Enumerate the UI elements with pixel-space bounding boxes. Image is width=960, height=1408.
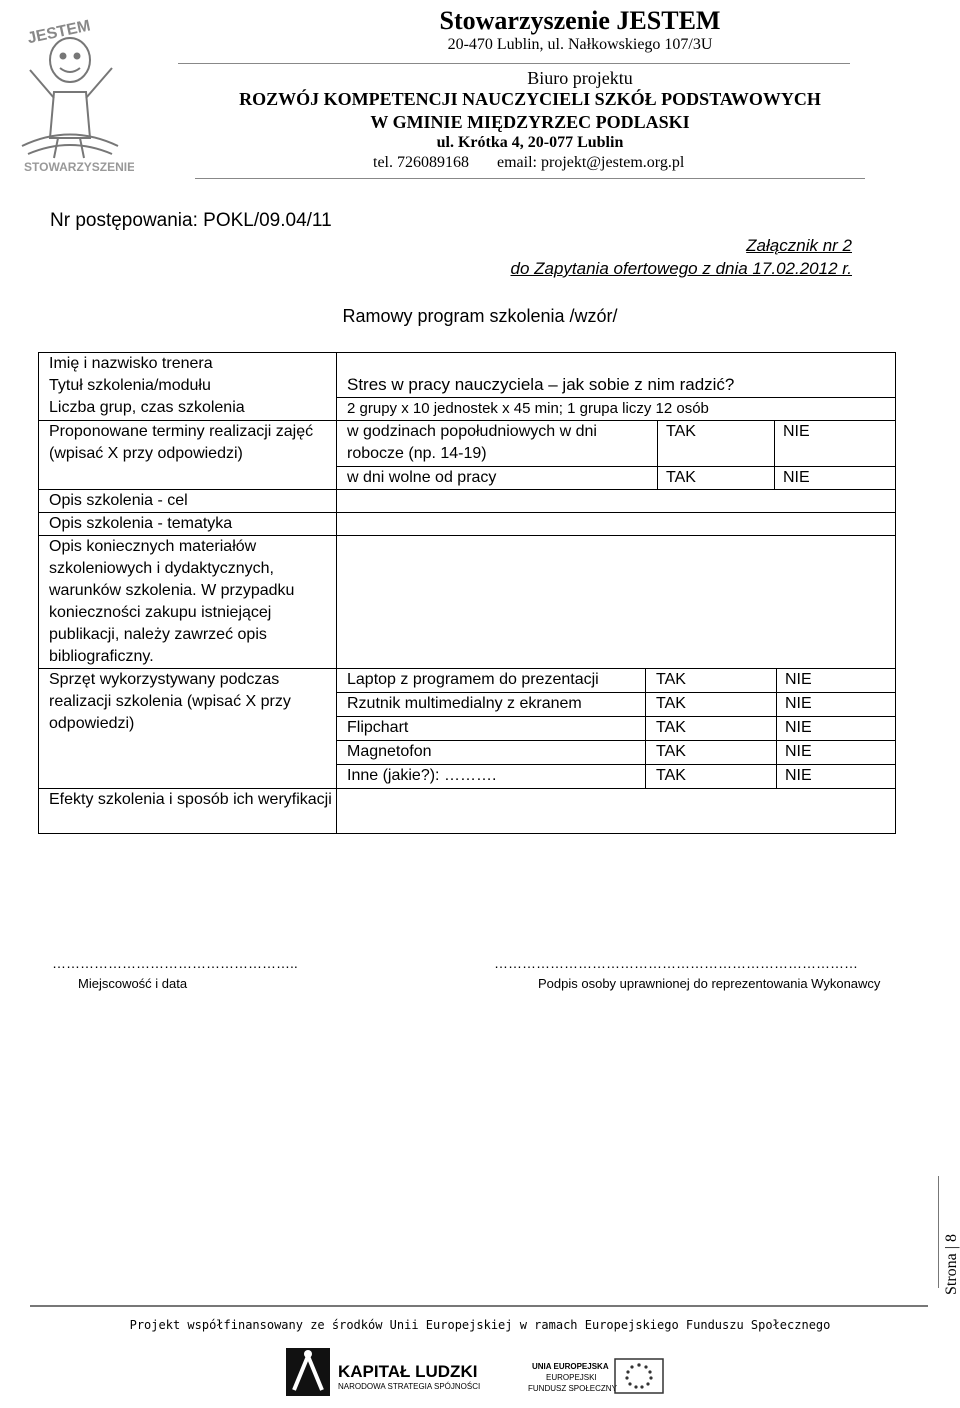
equipment-label-projector: Rzutnik multimedialny z ekranem (337, 692, 646, 716)
value-effects[interactable] (337, 788, 896, 833)
equipment-flipchart-no[interactable]: NIE (777, 716, 896, 740)
equipment-label-flipchart: Flipchart (337, 716, 646, 740)
label-materials: Opis koniecznych materiałów szkoleniowych i dydaktycznych, warunków szkolenia. W przypadku konieczności zakupu istniejącej publikacji, należy zawrzeć opis bibliograficzny. (39, 535, 337, 668)
kapital-ludzki-subtitle: NARODOWA STRATEGIA SPÓJNOŚCI (338, 1382, 481, 1391)
svg-text:JESTEM: JESTEM (25, 17, 93, 48)
equipment-laptop-no[interactable]: NIE (777, 669, 896, 693)
term-weekday-yes[interactable]: TAK (658, 421, 775, 466)
eu-flag-icon (614, 1358, 664, 1394)
project-title-2: W GMINIE MIĘDZYRZEC PODLASKI (370, 112, 690, 132)
label-terms: Proponowane terminy realizacji zajęć (wpisać X przy odpowiedzi) (39, 420, 337, 489)
eu-text-3: FUNDUSZ SPOŁECZNY (528, 1384, 617, 1393)
office-address: ul. Krótka 4, 20-077 Lublin (436, 134, 624, 151)
equipment-other-yes[interactable]: TAK (646, 764, 777, 788)
signature-label: Podpis osoby uprawnionej do reprezentowania Wykonawcy (538, 976, 881, 991)
label-title: Tytuł szkolenia/modułu (39, 375, 337, 397)
groups-text: 2 grupy x 10 jednostek x 45 min; 1 grupa liczy 12 osób (347, 399, 709, 417)
term-weekday-no[interactable]: NIE (783, 422, 810, 440)
equipment-laptop-yes[interactable]: TAK (646, 669, 777, 693)
page-number: Strona | 8 (943, 1234, 960, 1295)
value-goal[interactable] (337, 489, 896, 512)
term-row-weekday (337, 420, 896, 466)
kapital-ludzki-title: KAPITAŁ LUDZKI (338, 1362, 478, 1381)
equipment-other-no[interactable]: NIE (785, 766, 812, 784)
org-name: Stowarzyszenie JESTEM (439, 6, 721, 35)
term-row-weekend (337, 466, 896, 489)
value-trainer-and-title[interactable] (337, 353, 896, 398)
page-number-box (938, 1176, 940, 1288)
email: email: projekt@jestem.org.pl (497, 154, 685, 171)
equipment-projector-no[interactable]: NIE (777, 692, 896, 716)
document-title: Ramowy program szkolenia /wzór/ (342, 306, 618, 326)
equipment-tape-recorder-no[interactable]: NIE (777, 740, 896, 764)
office-label: Biuro projektu (527, 68, 633, 88)
eu-text-1: UNIA EUROPEJSKA (532, 1362, 609, 1371)
cofinanced-note: Projekt współfinansowany ze środków Unii Europejskiej w ramach Europejskiego Funduszu Społecznego (129, 1318, 831, 1332)
label-effects: Efekty szkolenia i sposób ich weryfikacji (39, 788, 337, 833)
label-groups: Liczba grup, czas szkolenia (39, 397, 337, 420)
org-address: 20-470 Lublin, ul. Nałkowskiego 107/3U (447, 36, 713, 53)
project-title-1: ROZWÓJ KOMPETENCJI NAUCZYCIELI SZKÓŁ PODSTAWOWYCH (239, 89, 821, 109)
equipment-list (337, 668, 896, 788)
eu-text-2: EUROPEJSKI (546, 1373, 597, 1382)
footer-rule (30, 1305, 928, 1307)
label-equipment: Sprzęt wykorzystywany podczas realizacji szkolenia (wpisać X przy odpowiedzi) (39, 668, 337, 788)
term-weekend-no[interactable]: NIE (783, 468, 810, 486)
value-title: Stres w pracy nauczyciela – jak sobie z nim radzić? (347, 374, 735, 394)
label-topics: Opis szkolenia - tematyka (39, 512, 337, 535)
phone: tel. 726089168 (373, 154, 469, 171)
equipment-label-laptop: Laptop z programem do prezentacji (337, 669, 646, 693)
term-label-weekend: w dni wolne od pracy (337, 467, 658, 489)
signature-line: …………………………………………………………………… (494, 955, 858, 971)
equipment-label-tape-recorder: Magnetofon (337, 740, 646, 764)
equipment-flipchart-yes[interactable]: TAK (646, 716, 777, 740)
place-date-label: Miejscowość i data (78, 976, 188, 991)
header-rule-bottom (195, 178, 865, 179)
header-rule (178, 63, 850, 64)
value-groups[interactable] (337, 397, 896, 420)
procedure-number: Nr postępowania: POKL/09.04/11 (50, 210, 332, 231)
place-date-line: …………………………………………….. (52, 955, 298, 971)
value-materials[interactable] (337, 535, 896, 668)
kapital-ludzki-logo (282, 1344, 334, 1400)
label-goal: Opis szkolenia - cel (39, 489, 337, 512)
term-label-weekday: w godzinach popołudniowych w dni robocze (np. 14-19) (337, 421, 658, 466)
logo-caption: STOWARZYSZENIE (24, 160, 134, 174)
term-weekend-yes[interactable]: TAK (658, 467, 775, 489)
attachment-number: Załącznik nr 2 (746, 236, 852, 255)
equipment-label-other: Inne (jakie?): ………. (337, 764, 646, 788)
equipment-projector-yes[interactable]: TAK (646, 692, 777, 716)
label-trainer: Imię i nazwisko trenera (39, 353, 337, 376)
value-topics[interactable] (337, 512, 896, 535)
equipment-tape-recorder-yes[interactable]: TAK (646, 740, 777, 764)
training-program-form (38, 352, 896, 834)
attachment-reference: do Zapytania ofertowego z dnia 17.02.2012 r. (510, 259, 852, 278)
organization-logo (14, 8, 134, 178)
